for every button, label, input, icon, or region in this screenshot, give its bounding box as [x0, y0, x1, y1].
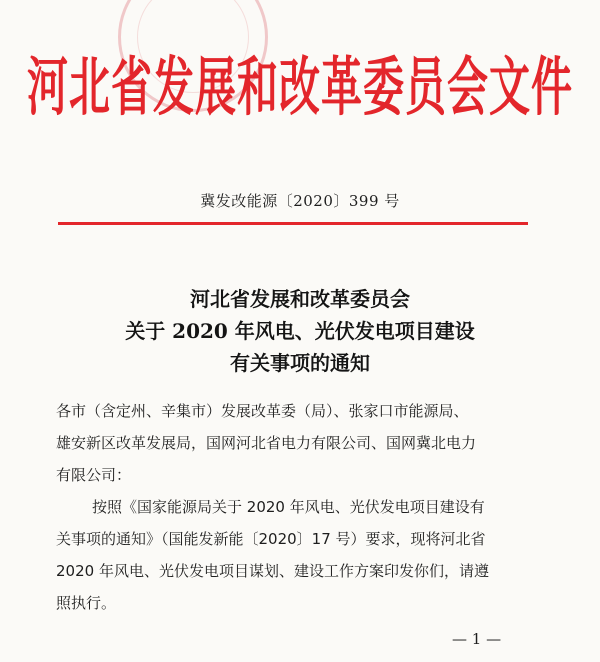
notice-title-line-1: 河北省发展和改革委员会 [190, 287, 410, 311]
page-number: — 1 — [452, 630, 502, 648]
body-line-6: 2020 年风电、光伏发电项目谋划、建设工作方案印发你们，请遵 [56, 562, 489, 580]
issuing-authority-header: 河北省发展和改革委员会文件 [27, 49, 573, 125]
document-number: 冀发改能源〔2020〕399 号 [200, 192, 400, 210]
body-line-5: 关事项的通知》（国能发新能〔2020〕17 号）要求，现将河北省 [56, 530, 486, 548]
body-line-2: 雄安新区改革发展局，国网河北省电力有限公司、国网冀北电力 [56, 434, 477, 452]
body-line-4: 按照《国家能源局关于 2020 年风电、光伏发电项目建设有 [92, 498, 485, 516]
body-line-7: 照执行。 [56, 594, 117, 612]
notice-title-line-3: 有关事项的通知 [230, 351, 370, 375]
header-divider-line [58, 222, 528, 225]
body-line-1: 各市（含定州、辛集市）发展改革委（局）、张家口市能源局、 [56, 402, 469, 420]
notice-title-line-2: 关于 2020 年风电、光伏发电项目建设 [125, 319, 475, 343]
body-line-3: 有限公司： [56, 466, 132, 484]
